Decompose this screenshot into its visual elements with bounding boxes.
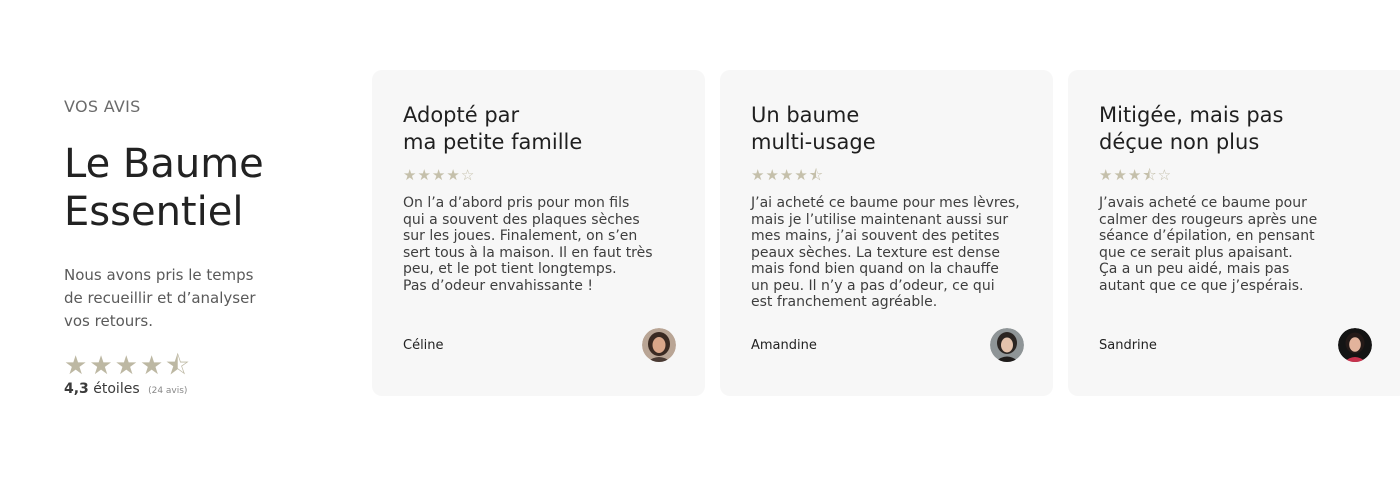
- star-filled-icon: ★: [431, 166, 446, 184]
- section-description: Nous avons pris le temps de recueillir et d’analyser vos retours.: [64, 266, 256, 330]
- review-card: [1068, 70, 1400, 396]
- star-half-icon: ⯪: [808, 166, 824, 184]
- review-title: Adopté par ma petite famille: [403, 103, 583, 154]
- review-card: [720, 70, 1053, 396]
- review-stars: [751, 168, 1023, 183]
- star-filled-icon: ★: [446, 166, 460, 184]
- author-avatar: [990, 328, 1024, 362]
- author-avatar: [642, 328, 676, 362]
- star-filled-icon: ★: [139, 351, 164, 381]
- star-filled-icon: ★: [779, 166, 794, 184]
- section-eyebrow: VOS AVIS: [64, 97, 141, 116]
- star-filled-icon: ★: [89, 351, 113, 381]
- user-avatar-icon: [642, 328, 676, 362]
- star-filled-icon: ★: [1099, 166, 1113, 184]
- product-title: [64, 140, 324, 236]
- star-filled-icon: ★: [1113, 166, 1127, 184]
- review-count: (24 avis): [148, 386, 188, 396]
- overall-rating-stars: [64, 353, 324, 379]
- star-empty-icon: ☆: [1157, 166, 1172, 184]
- product-title-line1: Le Baume: [64, 141, 264, 187]
- review-author: Sandrine: [1099, 338, 1157, 353]
- rating-label: étoiles: [93, 381, 140, 397]
- star-filled-icon: ★: [751, 166, 765, 184]
- star-half-icon: ⯪: [1142, 166, 1157, 184]
- review-text: J’ai acheté ce baume pour mes lèvres, mais je l’utilise maintenant aussi sur mes mains, j’ai souvent des petites peaux sèches. La texture est dense mais fond bien quand on la chauffe un peu. Il n’y a pas d’odeur, ce qui est franchement agréable.: [751, 195, 1020, 310]
- review-author: Amandine: [751, 338, 817, 353]
- review-title: Un baume multi-usage: [751, 103, 876, 154]
- review-title: Mitigée, mais pas déçue non plus: [1099, 103, 1284, 154]
- product-title-line2: Essentiel: [64, 189, 244, 235]
- star-half-icon: ⯪: [165, 351, 190, 381]
- review-author: Céline: [403, 338, 444, 353]
- star-empty-icon: ☆: [460, 166, 475, 184]
- star-filled-icon: ★: [417, 166, 431, 184]
- star-filled-icon: ★: [765, 166, 779, 184]
- reviews-intro: [64, 96, 324, 397]
- overall-rating: [64, 353, 324, 397]
- star-filled-icon: ★: [114, 351, 138, 381]
- rating-summary: [64, 381, 324, 397]
- review-text: On l’a d’abord pris pour mon fils qui a souvent des plaques sèches sur les joues. Finalement, on s’en sert tous à la maison. Il en faut très peu, et le pot tient longtemps. Pas d’odeur envahissante !: [403, 195, 653, 294]
- author-avatar: [1338, 328, 1372, 362]
- user-avatar-icon: [1338, 328, 1372, 362]
- review-stars: [403, 168, 675, 183]
- star-filled-icon: ★: [794, 166, 808, 184]
- user-avatar-icon: [990, 328, 1024, 362]
- star-filled-icon: ★: [1127, 166, 1142, 184]
- review-text: J’avais acheté ce baume pour calmer des rougeurs après une séance d’épilation, en pensant que ce serait plus apaisant. Ça a un peu aidé, mais pas autant que ce que j’espérais.: [1099, 195, 1318, 294]
- star-filled-icon: ★: [64, 351, 88, 381]
- rating-score: 4,3: [64, 381, 89, 397]
- star-filled-icon: ★: [403, 166, 417, 184]
- review-stars: [1099, 168, 1378, 183]
- review-card: [372, 70, 705, 396]
